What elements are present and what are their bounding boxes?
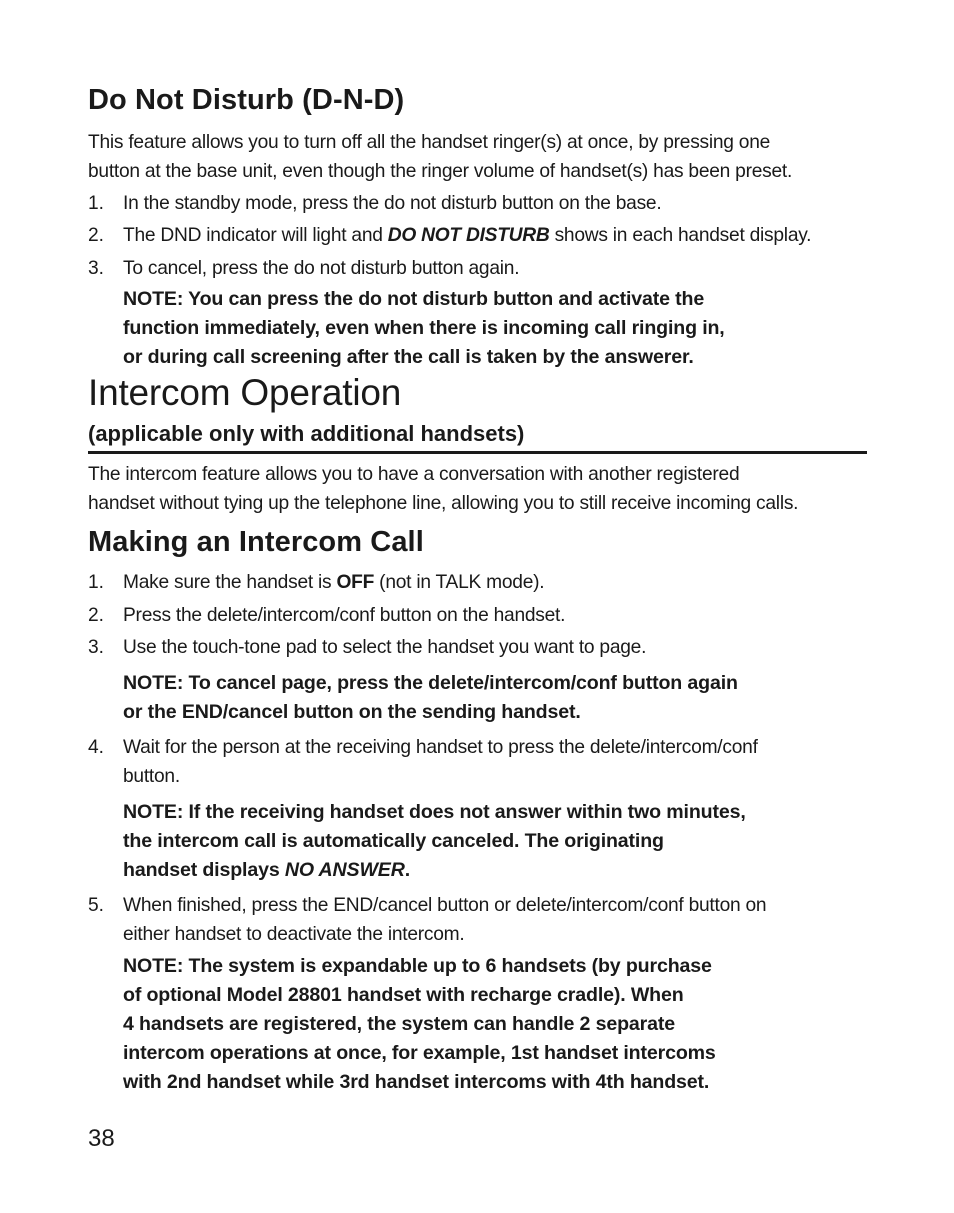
- dnd-intro-line-2: button at the base unit, even though the ringer volume of handset(s) has been preset.: [88, 161, 793, 182]
- call-note-1-line-2: or the END/cancel button on the sending handset.: [123, 701, 581, 723]
- call-step-5-number: 5.: [88, 895, 105, 916]
- call-step-1-text-after: (not in TALK mode).: [374, 572, 545, 593]
- call-step-2-text: Press the delete/intercom/conf button on the handset.: [123, 605, 566, 626]
- section-divider: [88, 451, 867, 454]
- call-step-3-text: Use the touch-tone pad to select the handset you want to page.: [123, 637, 647, 658]
- call-step-5-line-1: When finished, press the END/cancel button or delete/intercom/conf button on: [123, 895, 767, 916]
- page-number: 38: [88, 1125, 115, 1152]
- dnd-heading: Do Not Disturb (D-N-D): [88, 84, 405, 116]
- dnd-step-2-number: 2.: [88, 225, 105, 246]
- call-note-3-line-5: with 2nd handset while 3rd handset intercoms with 4th handset.: [123, 1071, 710, 1093]
- making-call-heading: Making an Intercom Call: [88, 526, 424, 558]
- call-step-1-number: 1.: [88, 572, 105, 593]
- call-step-2-number: 2.: [88, 605, 105, 626]
- dnd-step-2-text-after: shows in each handset display.: [549, 225, 812, 246]
- dnd-step-2-text-before: The DND indicator will light and: [123, 225, 388, 246]
- dnd-note-line-3: or during call screening after the call is taken by the answerer.: [123, 346, 694, 368]
- call-note-2-line-3-before: handset displays: [123, 859, 285, 881]
- dnd-note-line-1: NOTE: You can press the do not disturb button and activate the: [123, 288, 705, 310]
- dnd-step-1-text: In the standby mode, press the do not disturb button on the base.: [123, 193, 662, 214]
- dnd-step-2-emphasis: DO NOT DISTURB: [387, 225, 550, 246]
- dnd-step-2-text: [123, 221, 811, 250]
- dnd-note-line-2: function immediately, even when there is incoming call ringing in,: [123, 317, 725, 339]
- call-note-2-line-2: the intercom call is automatically canceled. The originating: [123, 830, 664, 852]
- call-note-2-line-1: NOTE: If the receiving handset does not answer within two minutes,: [123, 801, 746, 823]
- call-step-3-number: 3.: [88, 637, 105, 658]
- call-note-2-line-3-after: .: [404, 859, 411, 881]
- intercom-intro-line-2: handset without tying up the telephone line, allowing you to still receive incoming calls.: [88, 493, 799, 514]
- call-note-2-line-3: [123, 856, 410, 885]
- intercom-heading: Intercom Operation: [88, 372, 402, 413]
- call-note-3-line-4: intercom operations at once, for example, 1st handset intercoms: [123, 1042, 716, 1064]
- call-step-4-line-1: Wait for the person at the receiving handset to press the delete/intercom/conf: [123, 737, 758, 758]
- call-note-3-line-2: of optional Model 28801 handset with recharge cradle). When: [123, 984, 684, 1006]
- call-step-4-line-2: button.: [123, 766, 180, 787]
- call-step-1-text: [123, 568, 544, 597]
- intercom-intro-line-1: The intercom feature allows you to have a conversation with another registered: [88, 464, 740, 485]
- dnd-step-1-number: 1.: [88, 193, 105, 214]
- call-step-5-line-2: either handset to deactivate the intercom.: [123, 924, 465, 945]
- call-note-3-line-3: 4 handsets are registered, the system can handle 2 separate: [123, 1013, 676, 1035]
- call-note-2-emphasis: NO ANSWER: [284, 859, 405, 881]
- call-step-4-number: 4.: [88, 737, 105, 758]
- call-note-3-line-1: NOTE: The system is expandable up to 6 handsets (by purchase: [123, 955, 712, 977]
- intercom-subheading: (applicable only with additional handsets): [88, 421, 525, 446]
- dnd-step-3-number: 3.: [88, 258, 105, 279]
- call-step-1-emphasis: OFF: [336, 572, 375, 593]
- dnd-intro-line-1: This feature allows you to turn off all the handset ringer(s) at once, by pressing one: [88, 132, 771, 153]
- dnd-step-3-text: To cancel, press the do not disturb button again.: [123, 258, 520, 279]
- call-step-1-text-before: Make sure the handset is: [123, 572, 337, 593]
- call-note-1-line-1: NOTE: To cancel page, press the delete/intercom/conf button again: [123, 672, 738, 694]
